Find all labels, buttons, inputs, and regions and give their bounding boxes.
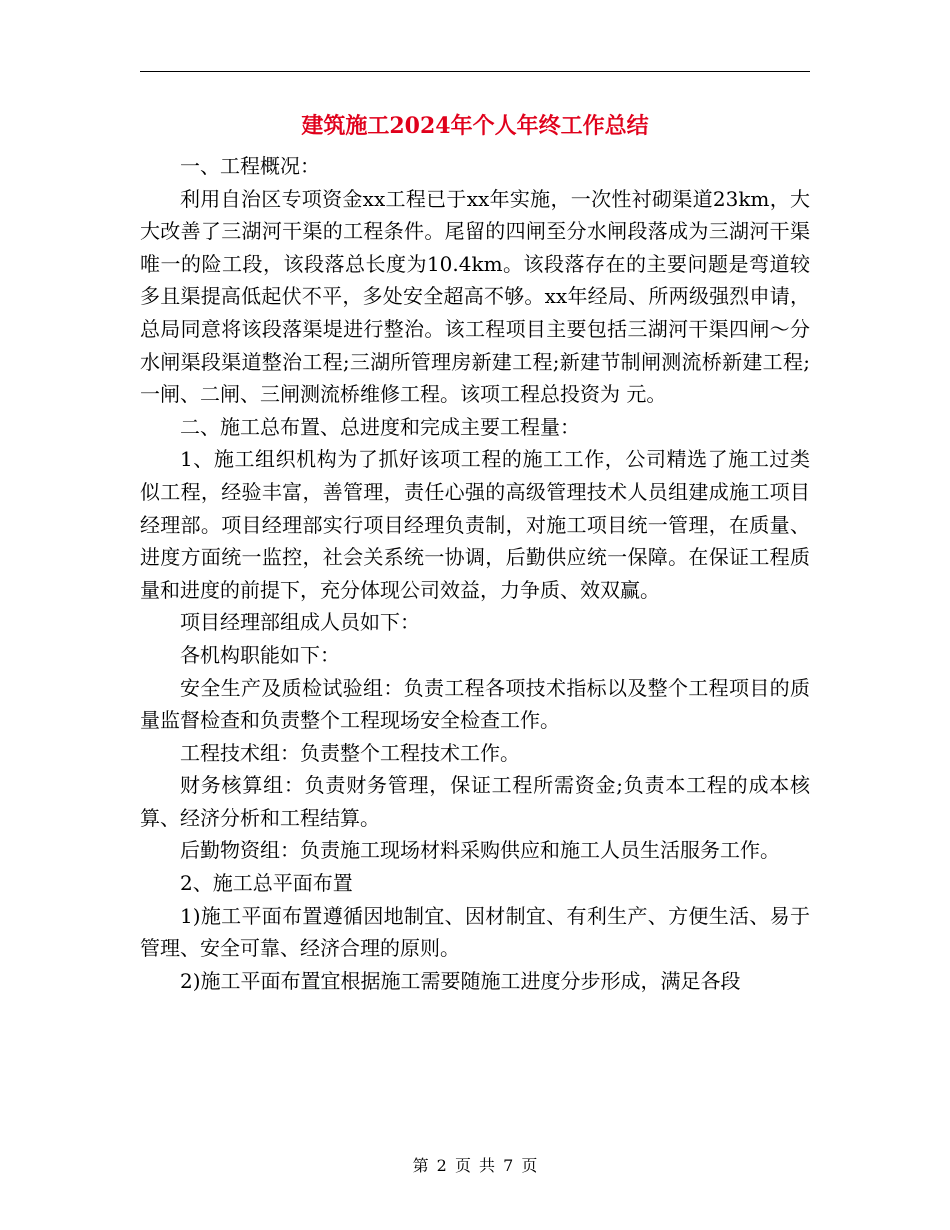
paragraph-logistics-group: 后勤物资组：负责施工现场材料采购供应和施工人员生活服务工作。 [180,838,780,863]
paragraph-finance-group: 财务核算组：负责财务管理，保证工程所需资金;负责本工程的成本核算、经济分析和工程结算。 [140,773,810,830]
paragraph-layout-phasing: 2)施工平面布置宜根据施工需要随施工进度分步形成，满足各段 [180,968,741,993]
paragraph-tech-group: 工程技术组：负责整个工程技术工作。 [180,740,520,765]
paragraph-functions: 各机构职能如下： [180,642,340,667]
paragraph-staff: 项目经理部组成人员如下： [180,610,420,635]
document-title: 建筑施工2024年个人年终工作总结 [301,113,649,139]
section-heading-overview: 一、工程概况： [180,154,320,178]
paragraph-safety-group: 安全生产及质检试验组：负责工程各项技术指标以及整个工程项目的质量监督检查和负责整个工程现场安全检查工作。 [140,675,810,733]
paragraph-organization: 1、施工组织机构为了抓好该项工程的施工工作，公司精选了施工过类似工程，经验丰富，善管理，责任心强的高级管理技术人员组建成施工项目经理部。项目经理部实行项目经理负责制，对施工项目统一管理，在质量、进度方面统一监控，社会关系统一协调，后勤供应统一保障。在保证工程质量和进度的前提下，充分体现公司效益，力争质、效双赢。 [140,447,810,602]
paragraph-overview: 利用自治区专项资金xx工程已于xx年实施，一次性衬砌渠道23km，大大改善了三湖河干渠的工程条件。尾留的四闸至分水闸段落成为三湖河干渠唯一的险工段，该段落总长度为10.4km。该段落存在的主要问题是弯道较多且渠提高低起伏不平，多处安全超高不够。xx年经局、所两级强烈申请，总局同意将该段落渠堤进行整治。该工程项目主要包括三湖河干渠四闸～分水闸渠段渠道整治工程;三湖所管理房新建工程;新建节制闸测流桥新建工程;一闸、二闸、三闸测流桥维修工程。该项工程总投资为 元。 [140,186,810,407]
section-heading-layout: 二、施工总布置、总进度和完成主要工程量： [180,414,580,439]
header-rule [140,71,810,72]
paragraph-layout-principle: 1)施工平面布置遵循因地制宜、因材制宜、有利生产、方便生活、易于管理、安全可靠、经济合理的原则。 [140,903,810,961]
document-body [140,150,810,997]
paragraph-site-layout-heading: 2、施工总平面布置 [180,871,353,896]
page-number-footer: 第 2 页 共 7 页 [412,1156,538,1175]
